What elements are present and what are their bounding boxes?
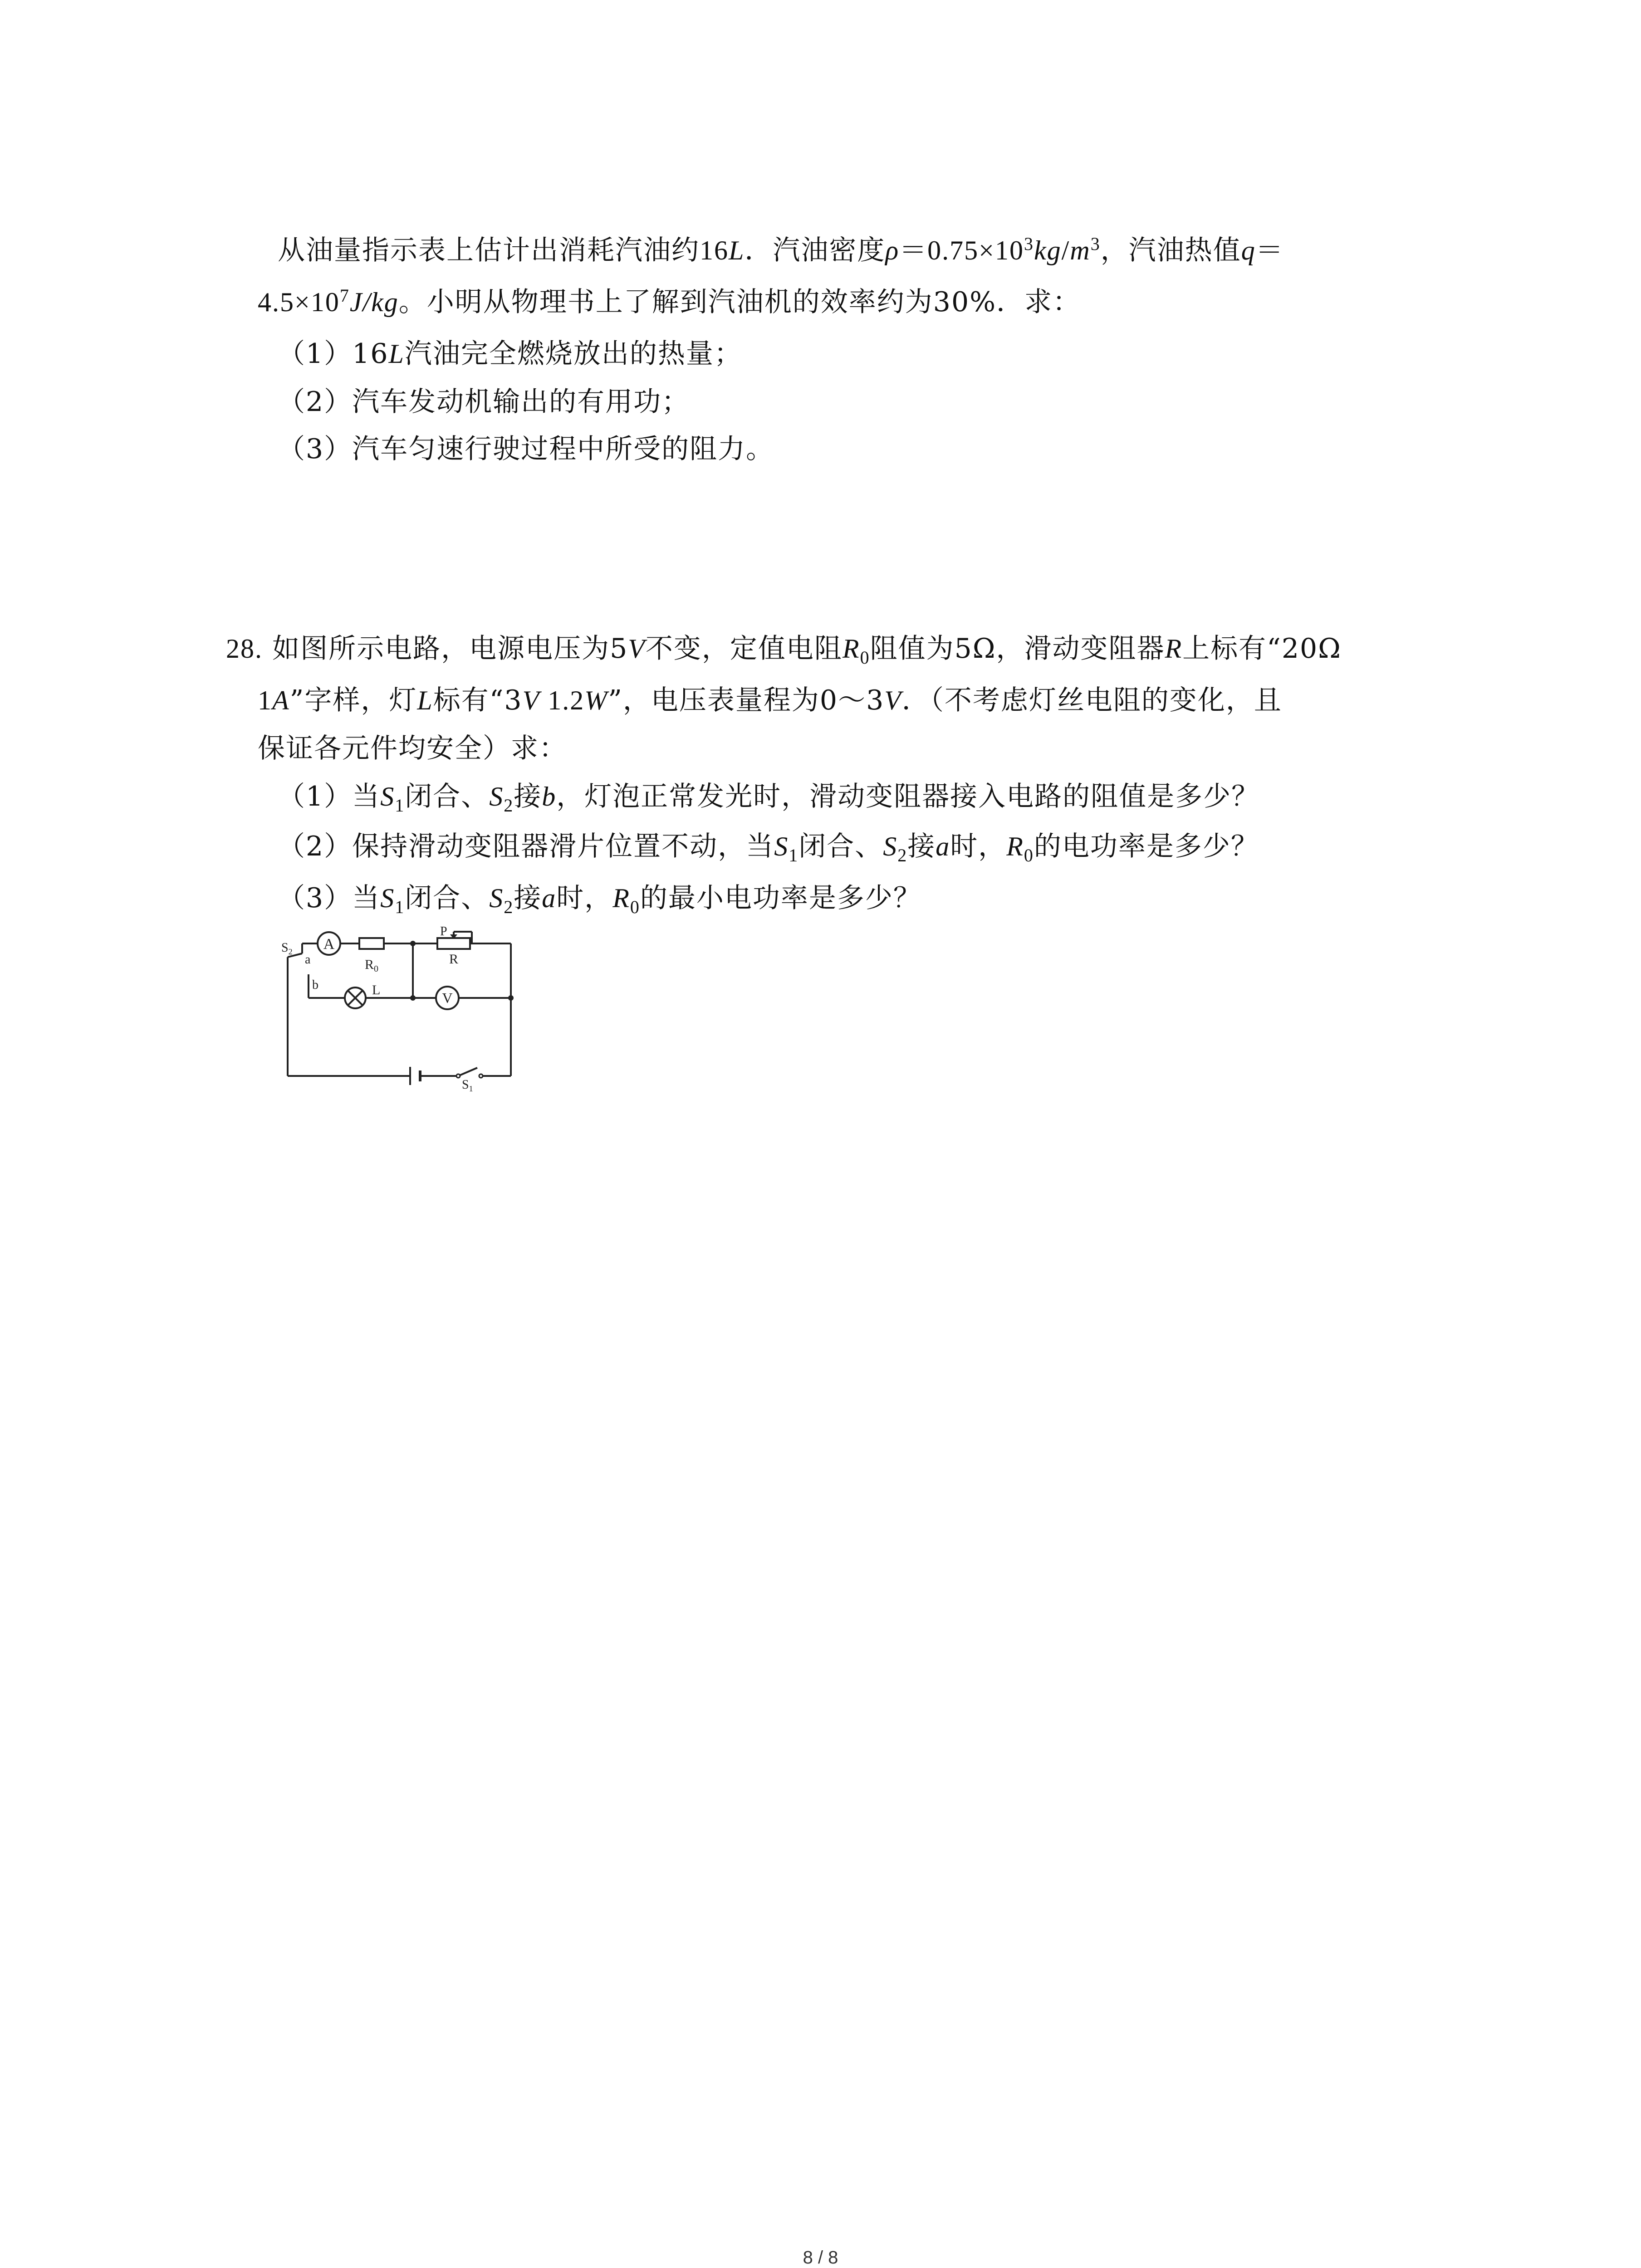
q27-text: 从油量指示表上估计出消耗汽油约 (278, 235, 700, 266)
q27-text: 汽油完全燃烧放出的热量； (404, 338, 742, 370)
q27-text: （2）汽车发动机输出的有用功； (278, 386, 690, 418)
q27-text: （1）16 (278, 338, 389, 370)
q27-sub-3 (278, 431, 774, 467)
q28-text: ．（不考虑灯丝电阻的变化，且 (901, 684, 1282, 716)
lamp-label: L (372, 982, 381, 997)
q28-sub-1 (278, 778, 1259, 815)
q28-text: 如图所示电路，电源电压为5 (272, 633, 628, 665)
rheostat-icon (437, 938, 470, 949)
q28-line-3 (258, 730, 567, 767)
q28-text: 接 (514, 781, 542, 812)
q28-unit-V: V (884, 685, 902, 715)
q28-text: （1）当 (278, 781, 381, 812)
switch-s2-label: $S_2$ (281, 941, 293, 956)
q28-R: R (1006, 831, 1024, 861)
q28-subscript: 1 (395, 897, 405, 917)
q28-R: R (1165, 634, 1183, 664)
q27-exponent: 3 (1090, 234, 1101, 254)
q27-unit-jkg: J/kg (349, 287, 399, 317)
q28-text: （3）当 (278, 882, 381, 914)
q28-text: ”，电压表量程为0～3 (608, 684, 885, 716)
q27-sub-2 (278, 384, 690, 420)
junction-dot (410, 995, 416, 1001)
q27-rho: ρ (885, 235, 900, 265)
q28-a: a (542, 883, 557, 913)
q28-S: S (774, 831, 789, 861)
q27-heat-value: 4.5×10 (258, 287, 340, 317)
slider-p-label: P (440, 924, 447, 938)
q28-text: 1 (258, 685, 272, 715)
q28-sub-2 (278, 828, 1259, 865)
q28-sub-3 (278, 880, 921, 916)
switch-contact (456, 1074, 460, 1078)
q28-text: 闭合、 (798, 831, 883, 862)
voltmeter-label: V (442, 990, 453, 1006)
q27-q: q (1241, 235, 1256, 265)
q28-b: b (542, 782, 557, 811)
q28-text: 的最小电功率是多少？ (640, 882, 921, 914)
q28-subscript: 0 (1024, 845, 1034, 865)
q28-text: 时， (556, 882, 613, 914)
q28-S: S (883, 831, 898, 861)
page-number: 8 / 8 (803, 2248, 838, 2268)
q28-S: S (380, 782, 395, 811)
r0-label: $R_0$ (365, 957, 379, 974)
q27-unit-L: L (388, 339, 405, 369)
q28-subscript: 2 (504, 795, 514, 816)
q28-unit-V: V (628, 634, 646, 664)
switch-contact (479, 1074, 483, 1078)
q28-text: 不变，定值电阻 (645, 633, 843, 665)
q28-text: 接 (907, 831, 936, 862)
q28-S: S (489, 883, 504, 913)
q28-line-2 (258, 682, 1282, 719)
resistor-r0-icon (359, 938, 384, 949)
q28-R: R (612, 883, 630, 913)
junction-dot (508, 995, 514, 1001)
q28-unit-W: W (584, 685, 608, 715)
q28-line-1 (226, 631, 1342, 667)
circuit-wires (288, 943, 511, 1076)
q27-slash: / (1061, 235, 1070, 265)
q27-unit-kg: kg (1034, 235, 1062, 265)
q27-exponent: 7 (339, 285, 350, 306)
q27-line-2 (258, 284, 1081, 320)
junction-dot (410, 941, 416, 946)
q27-text: 。小明从物理书上了解到汽油机的效率约为30%．求： (398, 286, 1081, 318)
q27-text: （3）汽车匀速行驶过程中所受的阻力。 (278, 433, 774, 465)
q28-text: 阻值为5Ω，滑动变阻器 (870, 633, 1165, 665)
q28-L: L (417, 685, 433, 715)
q28-text: 上标有“20Ω (1182, 633, 1342, 665)
q28-text: ，灯泡正常发光时，滑动变阻器接入电路的阻值是多少？ (556, 781, 1260, 812)
q28-text: 的电功率是多少？ (1034, 831, 1259, 862)
q28-text: ”字样，灯 (289, 684, 417, 716)
q28-unit-V: V (522, 685, 540, 715)
q28-text: （2）保持滑动变阻器滑片位置不动，当 (278, 831, 774, 862)
q28-text: 闭合、 (405, 781, 490, 812)
q27-exponent: 3 (1024, 234, 1034, 254)
q28-a: a (936, 831, 950, 861)
contact-a-label: a (305, 953, 311, 967)
q27-density-value: ＝0.75×10 (899, 235, 1024, 265)
q28-subscript: 1 (789, 845, 799, 865)
switch-s1-blade (458, 1068, 477, 1076)
q27-equals: ＝ (1255, 235, 1284, 266)
q27-sub-1 (278, 336, 742, 372)
q28-text: 1.2 (540, 685, 585, 715)
question-number: 28. (226, 634, 263, 664)
q28-text: 保证各元件均安全）求： (258, 733, 567, 764)
q28-subscript: 1 (395, 795, 405, 816)
q28-subscript: 0 (630, 897, 640, 917)
rheostat-label: R (449, 952, 459, 967)
q28-subscript: 0 (860, 647, 870, 668)
q28-subscript: 2 (504, 897, 514, 917)
q28-text: 时， (950, 831, 1007, 862)
q27-text: ．汽油密度 (745, 235, 886, 266)
q28-text: 闭合、 (405, 882, 490, 914)
q27-unit-L: L (729, 235, 745, 265)
q27-line-1 (278, 232, 1284, 269)
q28-S: S (380, 883, 395, 913)
contact-b-label: b (312, 978, 318, 992)
q27-volume: 16 (700, 235, 729, 265)
q28-R: R (842, 634, 860, 664)
q28-S: S (489, 782, 504, 811)
q28-text: 接 (514, 882, 542, 914)
circuit-diagram (281, 924, 535, 1093)
q28-subscript: 2 (897, 845, 908, 865)
q27-text: ，汽油热值 (1100, 235, 1241, 266)
ammeter-label: A (323, 936, 335, 953)
q28-text: 标有“3 (433, 684, 523, 716)
switch-s1-label: $S_1$ (462, 1078, 473, 1093)
q28-unit-A: A (272, 685, 290, 715)
q27-unit-m: m (1070, 235, 1091, 265)
